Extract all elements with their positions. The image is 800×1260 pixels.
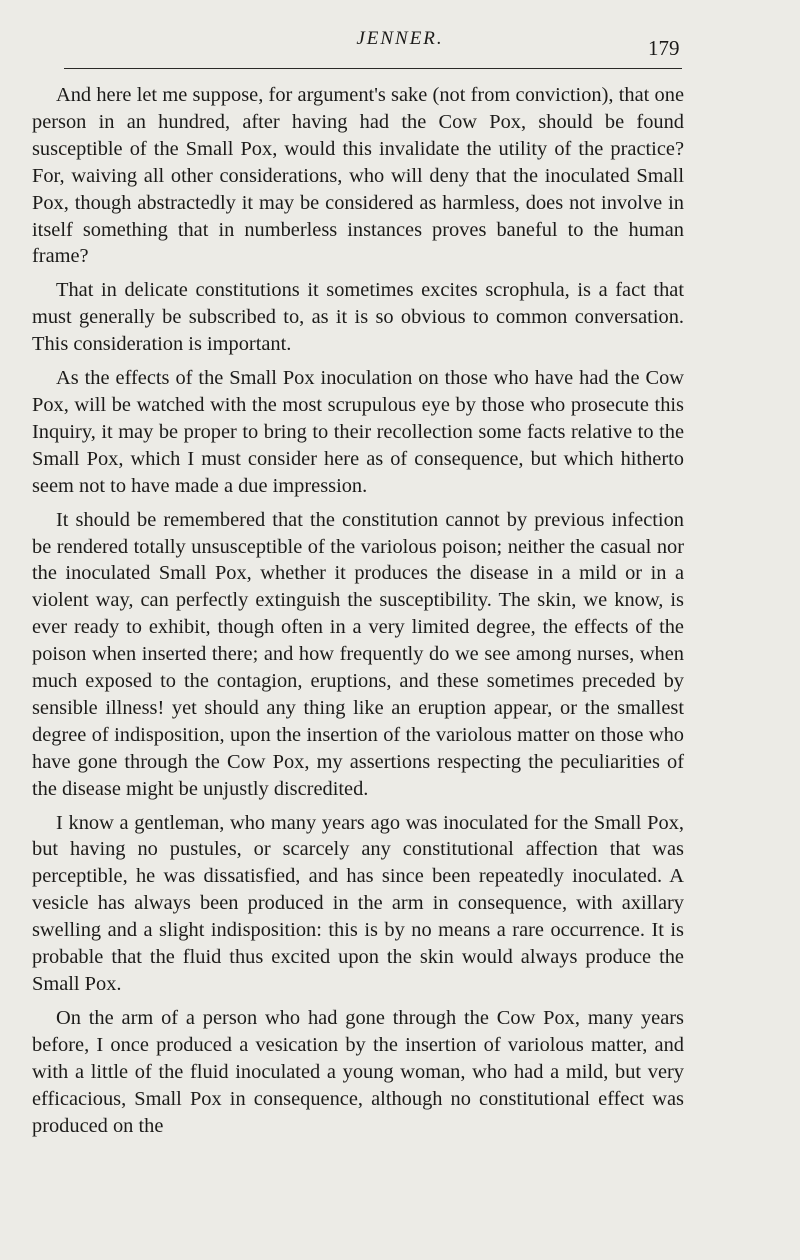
page-number: 179 bbox=[648, 36, 680, 60]
header-rule bbox=[64, 68, 682, 69]
paragraph: And here let me suppose, for argument's sake (not from conviction), that one person in an hundred, after having had the Cow Pox, should be found susceptible of the Small Pox, would this invalidate the utility of the practice? For, waiving all other considerations, who will deny that the inoculated Small Pox, though abstractedly it may be considered as harmless, does not involve in itself something that in numberless instances proves baneful to the human frame? bbox=[32, 84, 684, 268]
paragraph: It should be remembered that the constitution cannot by previous infection be rendered totally unsusceptible of the variolous poison; neither the casual nor the inoculated Small Pox, whether it produces the disease in a mild or in a violent way, can perfectly extinguish the susceptibility. The skin, we know, is ever ready to exhibit, though often in a very limited degree, the effects of the poison when inserted there; and how frequently do we see among nurses, when much exposed to the contagion, eruptions, and these sometimes preceded by sensible illness! yet should any thing like an eruption appear, or the smallest degree of indisposition, upon the insertion of the variolous matter on those who have gone through the Cow Pox, my assertions respecting the peculiarities of the disease might be unjustly discredited. bbox=[32, 508, 684, 800]
paragraph: I know a gentleman, who many years ago was inoculated for the Small Pox, but having no pustules, or scarcely any constitutional affection that was perceptible, he was dissatisfied, and has since been repeatedly inoculated. A vesicle has always been produced in the arm in consequence, with axillary swelling and a slight indisposition: this is by no means a rare occurrence. It is probable that the fluid thus excited upon the skin would always produce the Small Pox. bbox=[32, 811, 684, 995]
body-text bbox=[32, 82, 684, 1139]
paragraph: As the effects of the Small Pox inoculation on those who have had the Cow Pox, will be watched with the most scrupulous eye by those who prosecute this Inquiry, it may be proper to bring to their recollection some facts relative to the Small Pox, which I must consider here as of consequence, but which hitherto seem not to have made a due impression. bbox=[32, 367, 684, 497]
paragraph: On the arm of a person who had gone through the Cow Pox, many years before, I once produced a vesication by the insertion of variolous matter, and with a little of the fluid inoculated a young woman, who had a mild, but very efficacious, Small Pox in consequence, although no constitutional effect was produced on the bbox=[32, 1006, 684, 1137]
running-title: JENNER. bbox=[356, 28, 444, 49]
paragraph: That in delicate constitutions it sometimes excites scrophula, is a fact that must generally be subscribed to, as it is so obvious to common conversation. This consideration is important. bbox=[32, 279, 684, 356]
